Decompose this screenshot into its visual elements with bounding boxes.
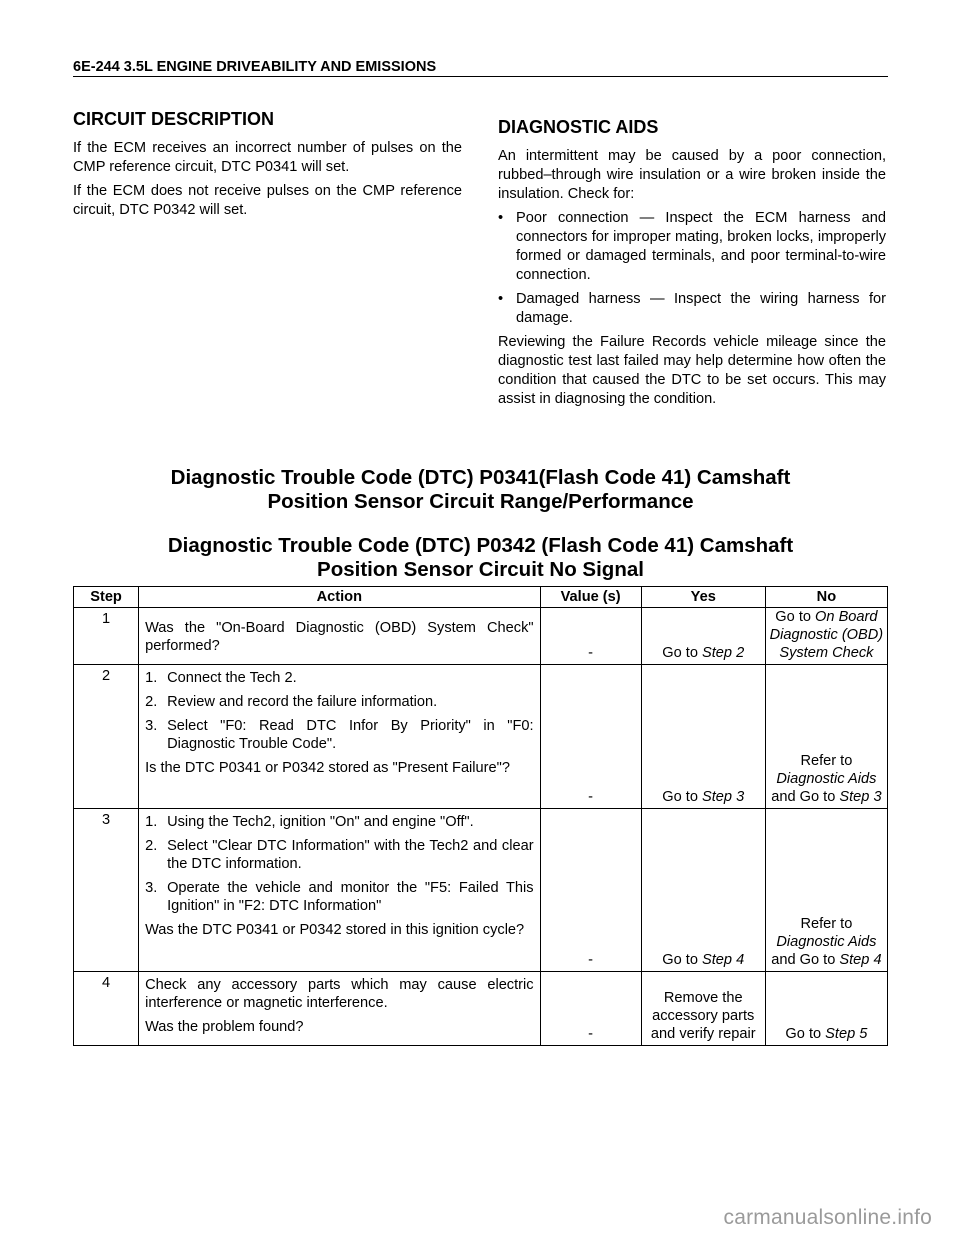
header-action: Action — [139, 587, 540, 608]
dtc-title-line: Position Sensor Circuit No Signal — [317, 558, 644, 581]
aids-bullet — [498, 290, 886, 328]
circuit-paragraph: If the ECM receives an incorrect number of pulses on the CMP reference circuit, DTC P0341 will set. — [73, 140, 462, 175]
no-text: Refer to — [800, 916, 853, 932]
action-item-number: 1. — [145, 670, 158, 686]
dtc-title-line: Diagnostic Trouble Code (DTC) P0341(Flash Code 41) Camshaft — [170, 466, 791, 489]
no-cell — [765, 665, 887, 809]
action-item-number: 3. — [145, 718, 158, 734]
action-item — [145, 879, 533, 915]
diagnostic-table — [73, 586, 888, 1046]
action-question: Is the DTC P0341 or P0342 stored as "Present Failure"? — [145, 760, 510, 776]
no-step-link[interactable]: Step 5 — [825, 1026, 868, 1042]
circuit-description-title: CIRCUIT DESCRIPTION — [73, 109, 275, 129]
aids-bullet-text: Poor connection — Inspect the ECM harness and connectors for improper mating, broken locks, improperly formed or damaged terminals, and poor terminal-to-wire connection. — [516, 210, 886, 283]
action-item-number: 1. — [145, 814, 158, 830]
action-question: Was the problem found? — [145, 1019, 304, 1035]
no-text: Go to — [785, 1026, 826, 1042]
action-item-text: Connect the Tech 2. — [167, 670, 297, 686]
step-number: 2 — [74, 665, 139, 809]
action-cell — [139, 608, 540, 665]
step-number: 1 — [74, 608, 139, 665]
action-cell — [139, 665, 540, 809]
action-cell — [139, 972, 540, 1046]
table-row — [74, 809, 888, 972]
action-item-text: Review and record the failure information. — [167, 694, 438, 710]
table-row — [74, 665, 888, 809]
value-cell: - — [540, 809, 641, 972]
action-item-text: Operate the vehicle and monitor the "F5: Failed This Ignition" in "F2: DTC Information" — [167, 880, 534, 914]
no-cell — [765, 608, 887, 665]
action-item — [145, 837, 533, 873]
step-number: 3 — [74, 809, 139, 972]
yes-step-link[interactable]: Step 4 — [702, 952, 745, 968]
no-obd-check-link[interactable]: On Board Diagnostic (OBD) System Check — [769, 609, 884, 661]
bullet-icon: • — [498, 210, 504, 226]
action-item-number: 3. — [145, 880, 158, 896]
page-header: 6E-244 3.5L ENGINE DRIVEABILITY AND EMISSIONS — [73, 59, 888, 77]
yes-step-link[interactable]: Step 3 — [702, 789, 745, 805]
table-row — [74, 608, 888, 665]
diagnostic-aids-section — [498, 116, 886, 414]
action-item-text: Using the Tech2, ignition "On" and engine "Off". — [167, 814, 474, 830]
yes-text: Go to — [662, 789, 703, 805]
dtc-title-line: Position Sensor Circuit Range/Performance — [267, 490, 694, 513]
action-question: Was the "On-Board Diagnostic (OBD) System Check" performed? — [145, 620, 534, 654]
header-value: Value (s) — [540, 587, 641, 608]
value-cell: - — [540, 608, 641, 665]
watermark: carmanualsonline.info — [723, 1206, 932, 1229]
no-step-link[interactable]: Step 3 — [839, 789, 882, 805]
aids-bullet — [498, 209, 886, 285]
aids-closing: Reviewing the Failure Records vehicle mileage since the diagnostic test last failed may help determine how often the condition that caused the DTC to be set occurs. This may assist in diagnosing the condition. — [498, 334, 886, 407]
yes-text: Remove the accessory parts and verify repair — [650, 990, 756, 1042]
circuit-paragraph: If the ECM does not receive pulses on the CMP reference circuit, DTC P0342 will set. — [73, 183, 462, 218]
no-text: Refer to — [800, 753, 853, 769]
dtc-p0342-title — [73, 534, 888, 582]
yes-cell — [641, 608, 765, 665]
header-no: No — [765, 587, 887, 608]
diagnostic-aids-title: DIAGNOSTIC AIDS — [498, 117, 659, 137]
action-item — [145, 813, 533, 831]
no-diagnostic-aids-link[interactable]: Diagnostic Aids — [776, 934, 877, 950]
action-item — [145, 717, 533, 753]
action-item — [145, 669, 533, 687]
action-item — [145, 693, 533, 711]
action-item-text: Select "Clear DTC Information" with the Tech2 and clear the DTC information. — [167, 838, 534, 872]
action-question: Was the DTC P0341 or P0342 stored in this ignition cycle? — [145, 922, 525, 938]
no-text: Go to — [775, 609, 816, 625]
no-step-link[interactable]: Step 4 — [839, 952, 882, 968]
step-number: 4 — [74, 972, 139, 1046]
action-intro: Check any accessory parts which may cause electric interference or magnetic interference. — [145, 977, 534, 1011]
action-item-number: 2. — [145, 838, 158, 854]
yes-cell — [641, 665, 765, 809]
value-cell: - — [540, 665, 641, 809]
header-yes: Yes — [641, 587, 765, 608]
no-diagnostic-aids-link[interactable]: Diagnostic Aids — [776, 771, 877, 787]
header-step: Step — [74, 587, 139, 608]
circuit-description-section — [73, 108, 462, 225]
table-row — [74, 972, 888, 1046]
no-text: and Go to — [771, 789, 840, 805]
yes-step-link[interactable]: Step 2 — [702, 645, 745, 661]
no-cell — [765, 809, 887, 972]
yes-text: Go to — [662, 645, 703, 661]
no-cell — [765, 972, 887, 1046]
table-header-row — [74, 587, 888, 608]
no-text: and Go to — [771, 952, 840, 968]
yes-cell — [641, 809, 765, 972]
action-item-text: Select "F0: Read DTC Infor By Priority" in "F0: Diagnostic Trouble Code". — [167, 718, 534, 752]
dtc-title-line: Diagnostic Trouble Code (DTC) P0342 (Flash Code 41) Camshaft — [167, 534, 794, 557]
bullet-icon: • — [498, 291, 504, 307]
yes-cell — [641, 972, 765, 1046]
aids-bullet-text: Damaged harness — Inspect the wiring harness for damage. — [516, 291, 886, 326]
yes-text: Go to — [662, 952, 703, 968]
dtc-p0341-title — [73, 466, 888, 514]
aids-intro: An intermittent may be caused by a poor connection, rubbed–through wire insulation or a wire broken inside the insulation. Check for: — [498, 148, 886, 202]
action-item-number: 2. — [145, 694, 158, 710]
value-cell: - — [540, 972, 641, 1046]
action-cell — [139, 809, 540, 972]
